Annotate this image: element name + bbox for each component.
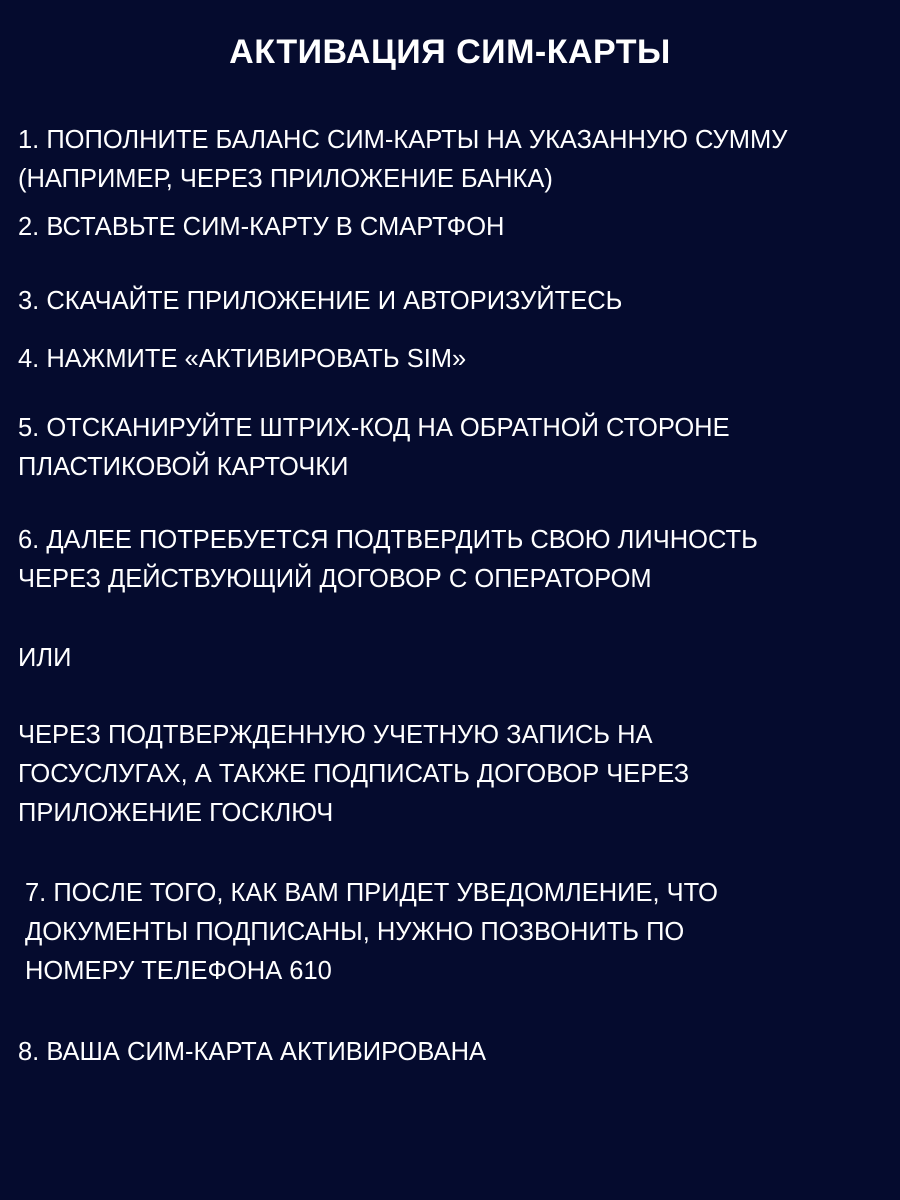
step-2-line-1: 2. ВСТАВЬТЕ СИМ-КАРТУ В СМАРТФОН: [18, 213, 505, 241]
step-2: [18, 208, 888, 247]
step-6-line-2: ЧЕРЕЗ ДЕЙСТВУЮЩИЙ ДОГОВОР С ОПЕРАТОРОМ: [18, 565, 652, 593]
step-5: [18, 409, 888, 487]
step-5-line-1: 5. ОТСКАНИРУЙТЕ ШТРИХ-КОД НА ОБРАТНОЙ СТОРОНЕ: [18, 414, 730, 442]
step-6: [18, 521, 888, 599]
step-7-line-1: 7. ПОСЛЕ ТОГО, КАК ВАМ ПРИДЕТ УВЕДОМЛЕНИЕ, ЧТО: [25, 879, 718, 907]
step-6-line-1: 6. ДАЛЕЕ ПОТРЕБУЕТСЯ ПОДТВЕРДИТЬ СВОЮ ЛИЧНОСТЬ: [18, 526, 758, 554]
step-1-line-2: (НАПРИМЕР, ЧЕРЕЗ ПРИЛОЖЕНИЕ БАНКА): [18, 165, 553, 193]
step-1-line-1: 1. ПОПОЛНИТЕ БАЛАНС СИМ-КАРТЫ НА УКАЗАННУЮ СУММУ: [18, 126, 788, 154]
step-5-line-2: ПЛАСТИКОВОЙ КАРТОЧКИ: [18, 453, 349, 481]
step-7: [25, 874, 895, 991]
step-3-line-1: 3. СКАЧАЙТЕ ПРИЛОЖЕНИЕ И АВТОРИЗУЙТЕСЬ: [18, 287, 623, 315]
step-4: [18, 340, 888, 379]
step-4-line-1: 4. НАЖМИТЕ «АКТИВИРОВАТЬ SIM»: [18, 345, 467, 373]
step-6-alternative: [18, 716, 888, 833]
step-7-line-2: ДОКУМЕНТЫ ПОДПИСАНЫ, НУЖНО ПОЗВОНИТЬ ПО: [25, 918, 685, 946]
step-8-line-1: 8. ВАША СИМ-КАРТА АКТИВИРОВАНА: [18, 1038, 486, 1066]
step-8: [18, 1033, 888, 1072]
step-6-alt-line-3: ПРИЛОЖЕНИЕ ГОСКЛЮЧ: [18, 799, 334, 827]
step-6-or-line: ИЛИ: [18, 644, 72, 672]
step-7-line-3: НОМЕРУ ТЕЛЕФОНА 610: [25, 957, 332, 985]
step-3: [18, 282, 888, 321]
step-6-or: [18, 639, 888, 678]
step-6-alt-line-2: ГОСУСЛУГАХ, А ТАКЖЕ ПОДПИСАТЬ ДОГОВОР ЧЕРЕЗ: [18, 760, 690, 788]
step-1: [18, 121, 888, 199]
step-6-alt-line-1: ЧЕРЕЗ ПОДТВЕРЖДЕННУЮ УЧЕТНУЮ ЗАПИСЬ НА: [18, 721, 653, 749]
page-title: АКТИВАЦИЯ СИМ-КАРТЫ: [229, 33, 671, 71]
